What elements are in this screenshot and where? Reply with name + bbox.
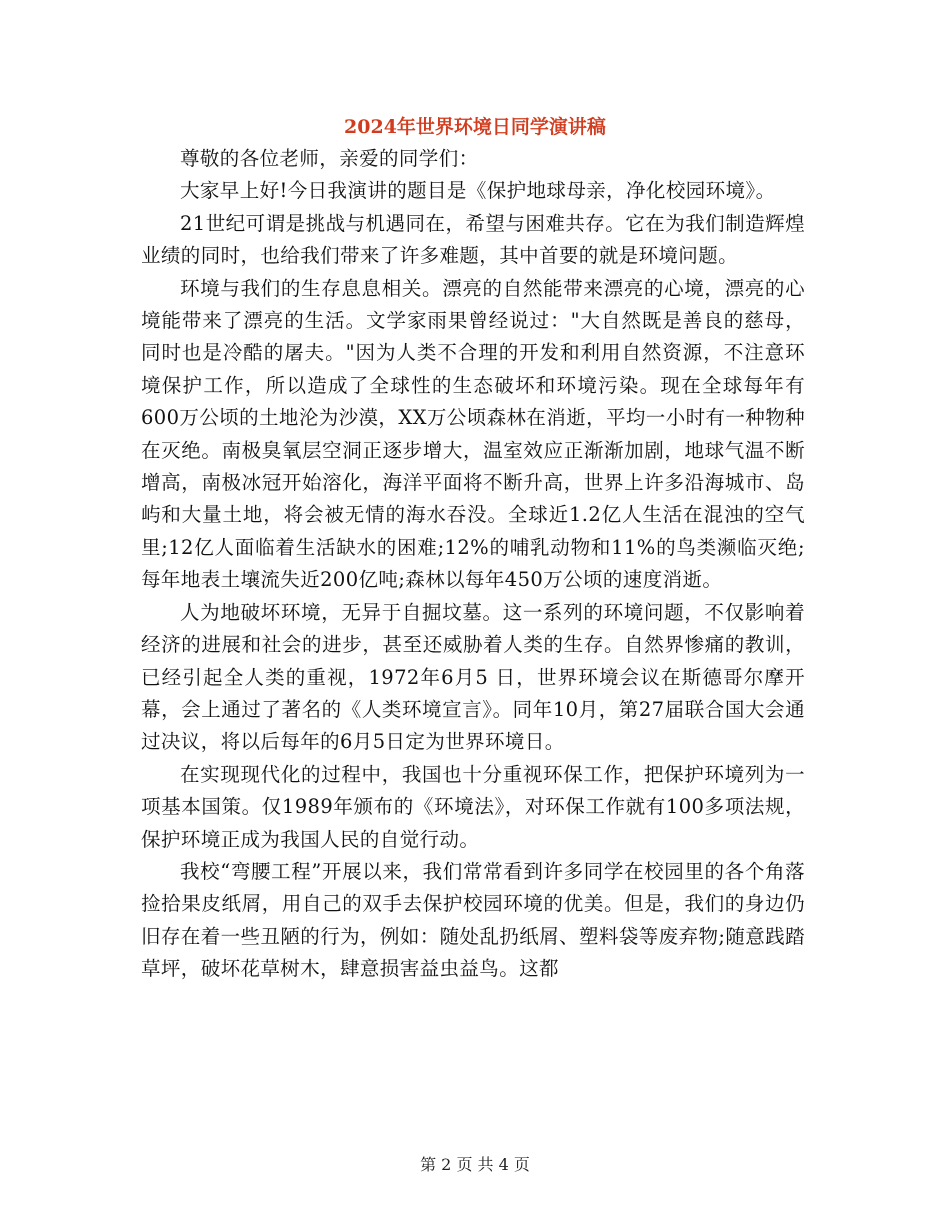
paragraph-greeting: 大家早上好!今日我演讲的题目是《保护地球母亲，净化校园环境》。 [180,179,776,203]
paragraph-environment-facts: 环境与我们的生存息息相关。漂亮的自然能带来漂亮的心境，漂亮的心境能带来了漂亮的生活。文学家雨果曾经说过："大自然既是善良的慈母，同时也是冷酷的屠夫。"因为人类不合理的开发和利用自然资源，不注意环境保护工作，所以造成了全球性的生态破坏和环境污染。现在全球每年有600万公顷的土地沦为沙漠，XX万公顷森林在消逝，平均一小时有一种物种在灭绝。南极臭氧层空洞正逐步增大，温室效应正渐渐加剧，地球气温不断增高，南极冰冠开始溶化，海洋平面将不断升高，世界上许多沿海城市、岛屿和大量土地，将会被无情的海水吞没。全球近1.2亿人生活在混浊的空气里;12亿人面临着生活缺水的困难;12%的哺乳动物和11%的鸟类濒临灭绝;每年地表土壤流失近200亿吨;森林以每年450万公顷的速度消逝。 [141,276,805,592]
document-body [141,143,805,986]
paragraph-school-project: 我校“弯腰工程”开展以来，我们常常看到许多同学在校园里的各个角落捡拾果皮纸屑，用自己的双手去保护校园环境的优美。但是，我们的身边仍旧存在着一些丑陋的行为，例如：随处乱扔纸屑、塑料袋等废弃物;随意践踏草坪，破坏花草树木，肆意损害益虫益鸟。这都 [141,859,805,981]
paragraph-national-policy: 在实现现代化的过程中，我国也十分重视环保工作，把保护环境列为一项基本国策。仅1989年颁布的《环境法》，对环保工作就有100多项法规，保护环境正成为我国人民的自觉行动。 [141,762,805,851]
paragraph-21st-century: 21世纪可谓是挑战与机遇同在，希望与困难共存。它在为我们制造辉煌业绩的同时，也给我们带来了许多难题，其中首要的就是环境问题。 [141,211,805,268]
paragraph-salutation: 尊敬的各位老师，亲爱的同学们： [180,147,479,170]
paragraph-world-environment-day: 人为地破坏环境，无异于自掘坟墓。这一系列的环境问题，不仅影响着经济的进展和社会的进步，甚至还威胁着人类的生存。自然界惨痛的教训，已经引起全人类的重视，1972年6月5 日，世界环境会议在斯德哥尔摩开幕，会上通过了著名的《人类环境宣言》。同年10月，第27届联合国大会通过决议，将以后每年的6月5日定为世界环境日。 [141,600,805,754]
page-footer: 第 2 页 共 4 页 [420,1155,530,1174]
document-title: 2024年世界环境日同学演讲稿 [344,116,606,138]
